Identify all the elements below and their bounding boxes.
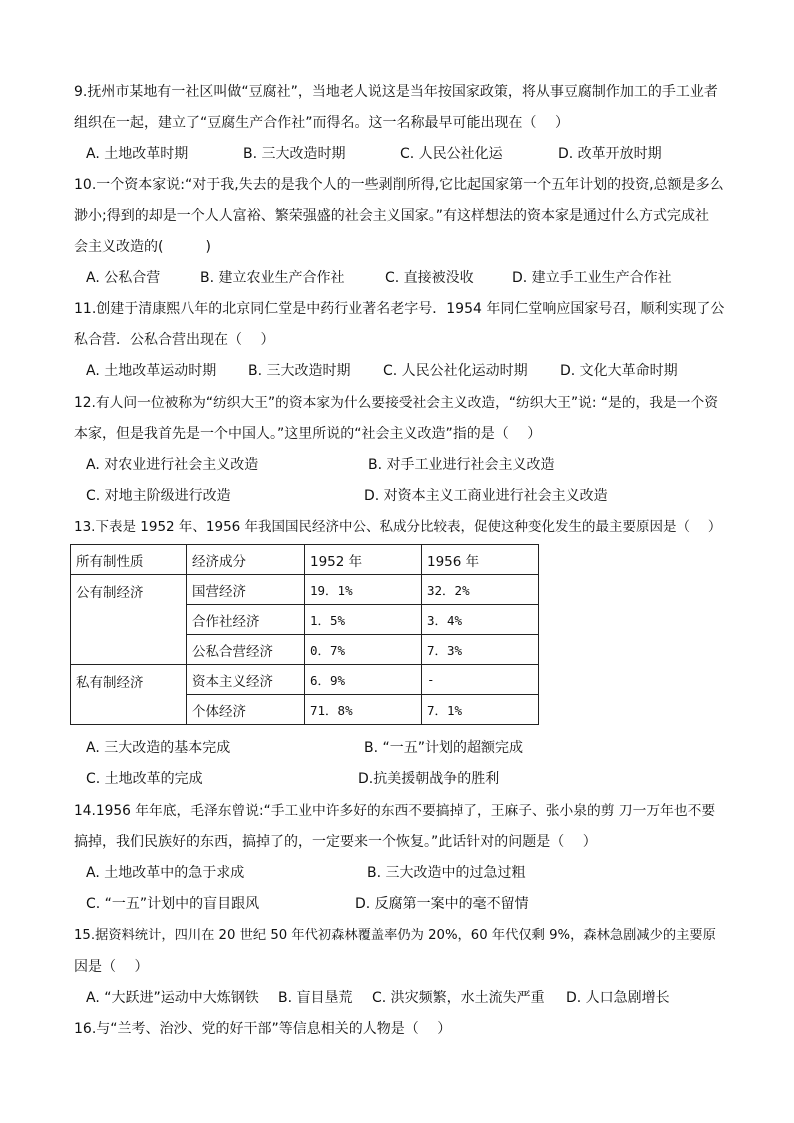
option-b[interactable]: B. 三大改造中的过急过粗: [367, 865, 526, 881]
table-row: [71, 575, 539, 605]
header-ownership: 所有制性质: [71, 545, 187, 575]
option-d[interactable]: D. 建立手工业生产合作社: [512, 270, 672, 286]
component-cell: 公私合营经济: [187, 635, 305, 665]
value-1952: 71．8%: [305, 695, 422, 725]
option-a[interactable]: A. 三大改造的基本完成: [86, 740, 231, 756]
value-1952: 1．5%: [305, 605, 422, 635]
value-1956: 7．3%: [422, 635, 539, 665]
option-b[interactable]: B. 三大改造时期: [243, 146, 346, 162]
option-d[interactable]: D. 对资本主义工商业进行社会主义改造: [364, 488, 608, 504]
option-c[interactable]: C. 直接被没收: [385, 270, 474, 286]
question-12-options-row-1: [86, 455, 726, 475]
option-a[interactable]: A. 土地改革中的急于求成: [86, 865, 245, 881]
question-9-stem-line-2: 组织在一起，建立了“豆腐生产合作社”而得名。这一名称最早可能出现在（ ）: [74, 115, 569, 131]
value-1956: 3．4%: [422, 605, 539, 635]
value-1952: 6．9%: [305, 665, 422, 695]
question-11-options: [86, 361, 726, 381]
economy-comparison-table: [70, 544, 539, 725]
question-12-stem-line-2: 本家，但是我首先是一个中国人。”这里所说的“社会主义改造”指的是（ ）: [74, 426, 542, 442]
question-14-options-row-1: [86, 863, 726, 883]
option-c[interactable]: C. 土地改革的完成: [86, 771, 203, 787]
option-c[interactable]: C. “一五”计划中的盲目跟风: [86, 896, 260, 912]
option-b[interactable]: B. 三大改造时期: [248, 363, 351, 379]
option-b[interactable]: B. 盲目垦荒: [278, 990, 353, 1006]
question-12-options-row-2: [86, 486, 726, 506]
option-d[interactable]: D. 反腐第一案中的毫不留情: [355, 896, 529, 912]
option-b[interactable]: B. “一五”计划的超额完成: [364, 740, 524, 756]
question-15-stem-line-2: 因是（ ）: [74, 959, 149, 975]
option-a[interactable]: A. 公私合营: [86, 270, 161, 286]
group-public: 公有制经济: [71, 575, 187, 665]
option-a[interactable]: A. “大跃进”运动中大炼钢铁: [86, 990, 259, 1006]
question-9-stem-line-1: 9.抚州市某地有一社区叫做“豆腐社”，当地老人说这是当年按国家政策，将从事豆腐制作加工的手工业者: [74, 84, 718, 100]
question-15-stem-line-1: 15.据资料统计，四川在 20 世纪 50 年代初森林覆盖率仍为 20%，60 年代仅剩 9%，森林急剧减少的主要原: [74, 928, 716, 943]
value-1956: 32．2%: [422, 575, 539, 605]
option-c[interactable]: C. 人民公社化运: [400, 146, 503, 162]
option-b[interactable]: B. 建立农业生产合作社: [200, 270, 345, 286]
group-private: 私有制经济: [71, 665, 187, 725]
question-14-stem-line-2: 搞掉，我们民族好的东西，搞掉了的，一定要来一个恢复。”此话针对的问题是（ ）: [74, 834, 597, 850]
header-1956: 1956 年: [422, 545, 539, 575]
component-cell: 合作社经济: [187, 605, 305, 635]
question-9-options: [86, 144, 726, 164]
option-a[interactable]: A. 对农业进行社会主义改造: [86, 457, 259, 473]
option-d[interactable]: D. 改革开放时期: [558, 146, 662, 162]
component-cell: 个体经济: [187, 695, 305, 725]
question-10-stem-line-2: 渺小;得到的却是一个人人富裕、繁荣强盛的社会主义国家。”有这样想法的资本家是通过什么方式完成社: [74, 208, 709, 224]
table-header-row: [71, 545, 539, 575]
question-13-options-row-1: [86, 738, 726, 758]
question-13-options-row-2: [86, 769, 726, 789]
option-b[interactable]: B. 对手工业进行社会主义改造: [368, 457, 555, 473]
question-14-stem-line-1: 14.1956 年年底，毛泽东曾说:“手工业中许多好的东西不要搞掉了，王麻子、张小泉的剪 刀一万年也不要: [74, 803, 716, 819]
value-1952: 19．1%: [305, 575, 422, 605]
component-cell: 资本主义经济: [187, 665, 305, 695]
option-c[interactable]: C. 洪灾频繁，水土流失严重: [372, 990, 545, 1006]
question-14-options-row-2: [86, 894, 726, 914]
question-13-stem-line-1: 13.下表是 1952 年、1956 年我国国民经济中公、私成分比较表，促使这种变化发生的最主要原因是（ ）: [74, 519, 722, 535]
option-d[interactable]: D.抗美援朝战争的胜利: [358, 771, 500, 787]
value-1952: 0．7%: [305, 635, 422, 665]
header-component: 经济成分: [187, 545, 305, 575]
question-10-stem-line-3: 会主义改造的( ): [74, 239, 211, 255]
option-c[interactable]: C. 人民公社化运动时期: [383, 363, 528, 379]
option-d[interactable]: D. 人口急剧增长: [566, 990, 670, 1006]
question-11-stem-line-1: 11.创建于清康熙八年的北京同仁堂是中药行业著名老字号．1954 年同仁堂响应国家号召，顺利实现了公: [74, 301, 725, 317]
value-1956: -: [422, 665, 539, 695]
question-16-stem-line-1: 16.与“兰考、治沙、党的好干部”等信息相关的人物是（ ）: [74, 1021, 452, 1037]
question-10-stem-line-1: 10.一个资本家说:“对于我,失去的是我个人的一些剥削所得,它比起国家第一个五年计划的投资,总额是多么: [74, 177, 724, 193]
component-cell: 国营经济: [187, 575, 305, 605]
question-11-stem-line-2: 私合营．公私合营出现在（ ）: [74, 332, 275, 348]
question-15-options: [86, 988, 726, 1008]
question-12-stem-line-1: 12.有人问一位被称为“纺织大王”的资本家为什么要接受社会主义改造，“纺织大王”说: “是的，我是一个资: [74, 395, 718, 411]
value-1956: 7．1%: [422, 695, 539, 725]
question-10-options: [86, 268, 726, 288]
table-row: [71, 665, 539, 695]
option-c[interactable]: C. 对地主阶级进行改造: [86, 488, 231, 504]
option-d[interactable]: D. 文化大革命时期: [560, 363, 678, 379]
option-a[interactable]: A. 土地改革运动时期: [86, 363, 217, 379]
header-1952: 1952 年: [305, 545, 422, 575]
option-a[interactable]: A. 土地改革时期: [86, 146, 189, 162]
